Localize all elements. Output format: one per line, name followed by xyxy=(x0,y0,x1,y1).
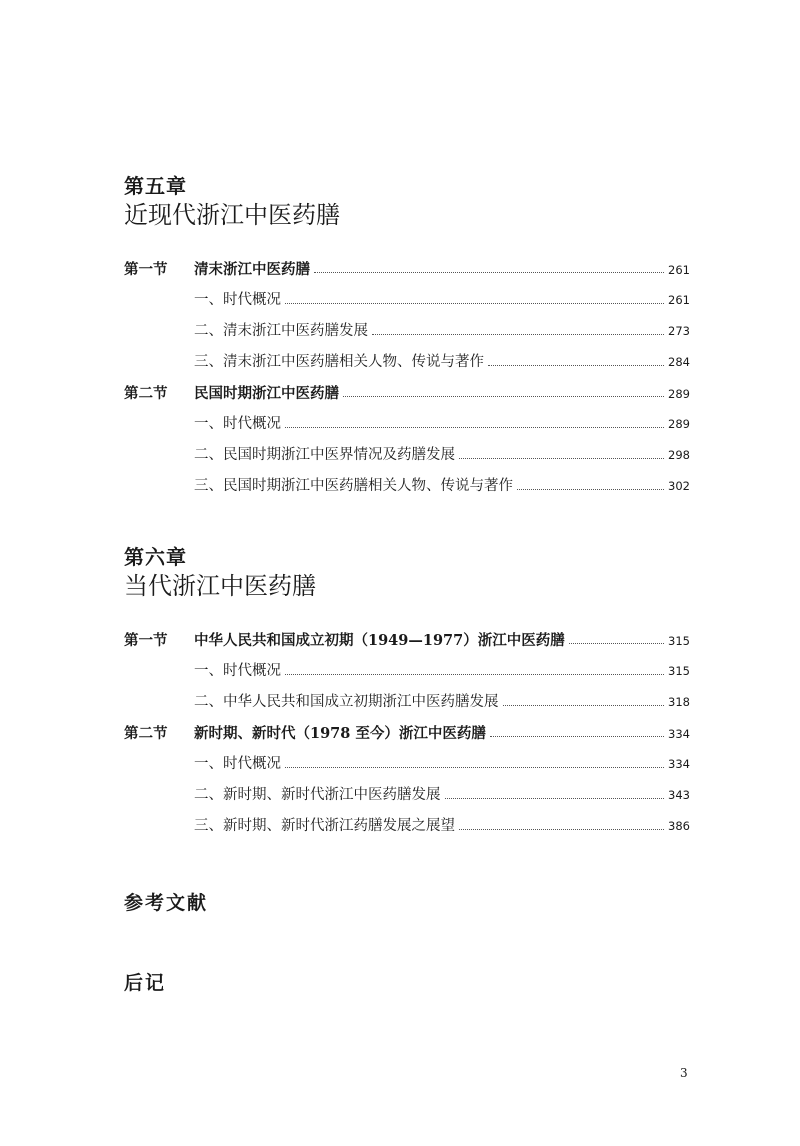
dot-leader xyxy=(445,798,665,799)
section-number: 第二节 xyxy=(124,725,168,742)
toc-item-row[interactable] xyxy=(124,471,690,502)
dot-leader xyxy=(517,489,664,490)
page-ref: 343 xyxy=(668,788,690,802)
chapter-label: 第六章 xyxy=(124,545,187,569)
toc-item-row[interactable] xyxy=(124,316,690,347)
dot-leader xyxy=(285,303,664,304)
item-title: 一、时代概况 xyxy=(194,663,281,679)
toc-item-row[interactable] xyxy=(124,285,690,316)
chapter-5-heading xyxy=(124,174,340,230)
chapter-label: 第五章 xyxy=(124,174,187,198)
page-ref: 261 xyxy=(668,263,690,277)
toc-item-row[interactable] xyxy=(124,409,690,440)
dot-leader xyxy=(503,705,665,706)
section-number: 第一节 xyxy=(124,632,168,649)
toc-item-row[interactable] xyxy=(124,749,690,780)
toc-item-row[interactable] xyxy=(124,687,690,718)
chapter-title: 近现代浙江中医药膳 xyxy=(124,201,340,229)
toc-item-row[interactable] xyxy=(124,440,690,471)
item-title: 三、清末浙江中医药膳相关人物、传说与著作 xyxy=(194,354,484,370)
section-title: 新时期、新时代（1978 至今）浙江中医药膳 xyxy=(194,725,486,742)
item-title: 二、清末浙江中医药膳发展 xyxy=(194,323,368,339)
page-ref: 273 xyxy=(668,324,690,338)
chapter-6-toc xyxy=(124,625,690,842)
dot-leader xyxy=(459,458,664,459)
section-title: 中华人民共和国成立初期（1949—1977）浙江中医药膳 xyxy=(194,632,565,649)
toc-item-row[interactable] xyxy=(124,347,690,378)
toc-section-row[interactable] xyxy=(124,254,690,285)
dot-leader xyxy=(490,736,664,737)
page-number: 3 xyxy=(680,1066,688,1080)
page-ref: 334 xyxy=(668,757,690,771)
dot-leader xyxy=(314,272,664,273)
dot-leader xyxy=(569,643,664,644)
dot-leader xyxy=(488,365,664,366)
page-ref: 318 xyxy=(668,695,690,709)
dot-leader xyxy=(285,427,664,428)
section-number: 第二节 xyxy=(124,385,168,402)
item-title: 一、时代概况 xyxy=(194,292,281,308)
chapter-title: 当代浙江中医药膳 xyxy=(124,572,316,600)
page-ref: 284 xyxy=(668,355,690,369)
page-ref: 289 xyxy=(668,417,690,431)
dot-leader xyxy=(285,674,664,675)
dot-leader xyxy=(343,396,664,397)
item-title: 二、新时期、新时代浙江中医药膳发展 xyxy=(194,787,441,803)
toc-section-row[interactable] xyxy=(124,718,690,749)
toc-item-row[interactable] xyxy=(124,780,690,811)
item-title: 一、时代概况 xyxy=(194,416,281,432)
item-title: 二、中华人民共和国成立初期浙江中医药膳发展 xyxy=(194,694,499,710)
page-ref: 302 xyxy=(668,479,690,493)
toc-section-row[interactable] xyxy=(124,625,690,656)
page-ref: 261 xyxy=(668,293,690,307)
toc-section-row[interactable] xyxy=(124,378,690,409)
chapter-5-toc xyxy=(124,254,690,502)
section-title: 民国时期浙江中医药膳 xyxy=(194,385,339,402)
dot-leader xyxy=(285,767,664,768)
references-heading[interactable]: 参考文献 xyxy=(124,892,209,914)
page-ref: 298 xyxy=(668,448,690,462)
toc-item-row[interactable] xyxy=(124,656,690,687)
page-ref: 315 xyxy=(668,634,690,648)
page-ref: 386 xyxy=(668,819,690,833)
page-ref: 315 xyxy=(668,664,690,678)
dot-leader xyxy=(372,334,664,335)
page-ref: 289 xyxy=(668,387,690,401)
chapter-6-heading xyxy=(124,545,316,601)
section-title: 清末浙江中医药膳 xyxy=(194,261,310,278)
afterword-heading[interactable]: 后记 xyxy=(124,972,167,994)
item-title: 三、民国时期浙江中医药膳相关人物、传说与著作 xyxy=(194,478,513,494)
item-title: 二、民国时期浙江中医界情况及药膳发展 xyxy=(194,447,455,463)
page-ref: 334 xyxy=(668,727,690,741)
item-title: 一、时代概况 xyxy=(194,756,281,772)
section-number: 第一节 xyxy=(124,261,168,278)
item-title: 三、新时期、新时代浙江药膳发展之展望 xyxy=(194,818,455,834)
toc-item-row[interactable] xyxy=(124,811,690,842)
dot-leader xyxy=(459,829,664,830)
